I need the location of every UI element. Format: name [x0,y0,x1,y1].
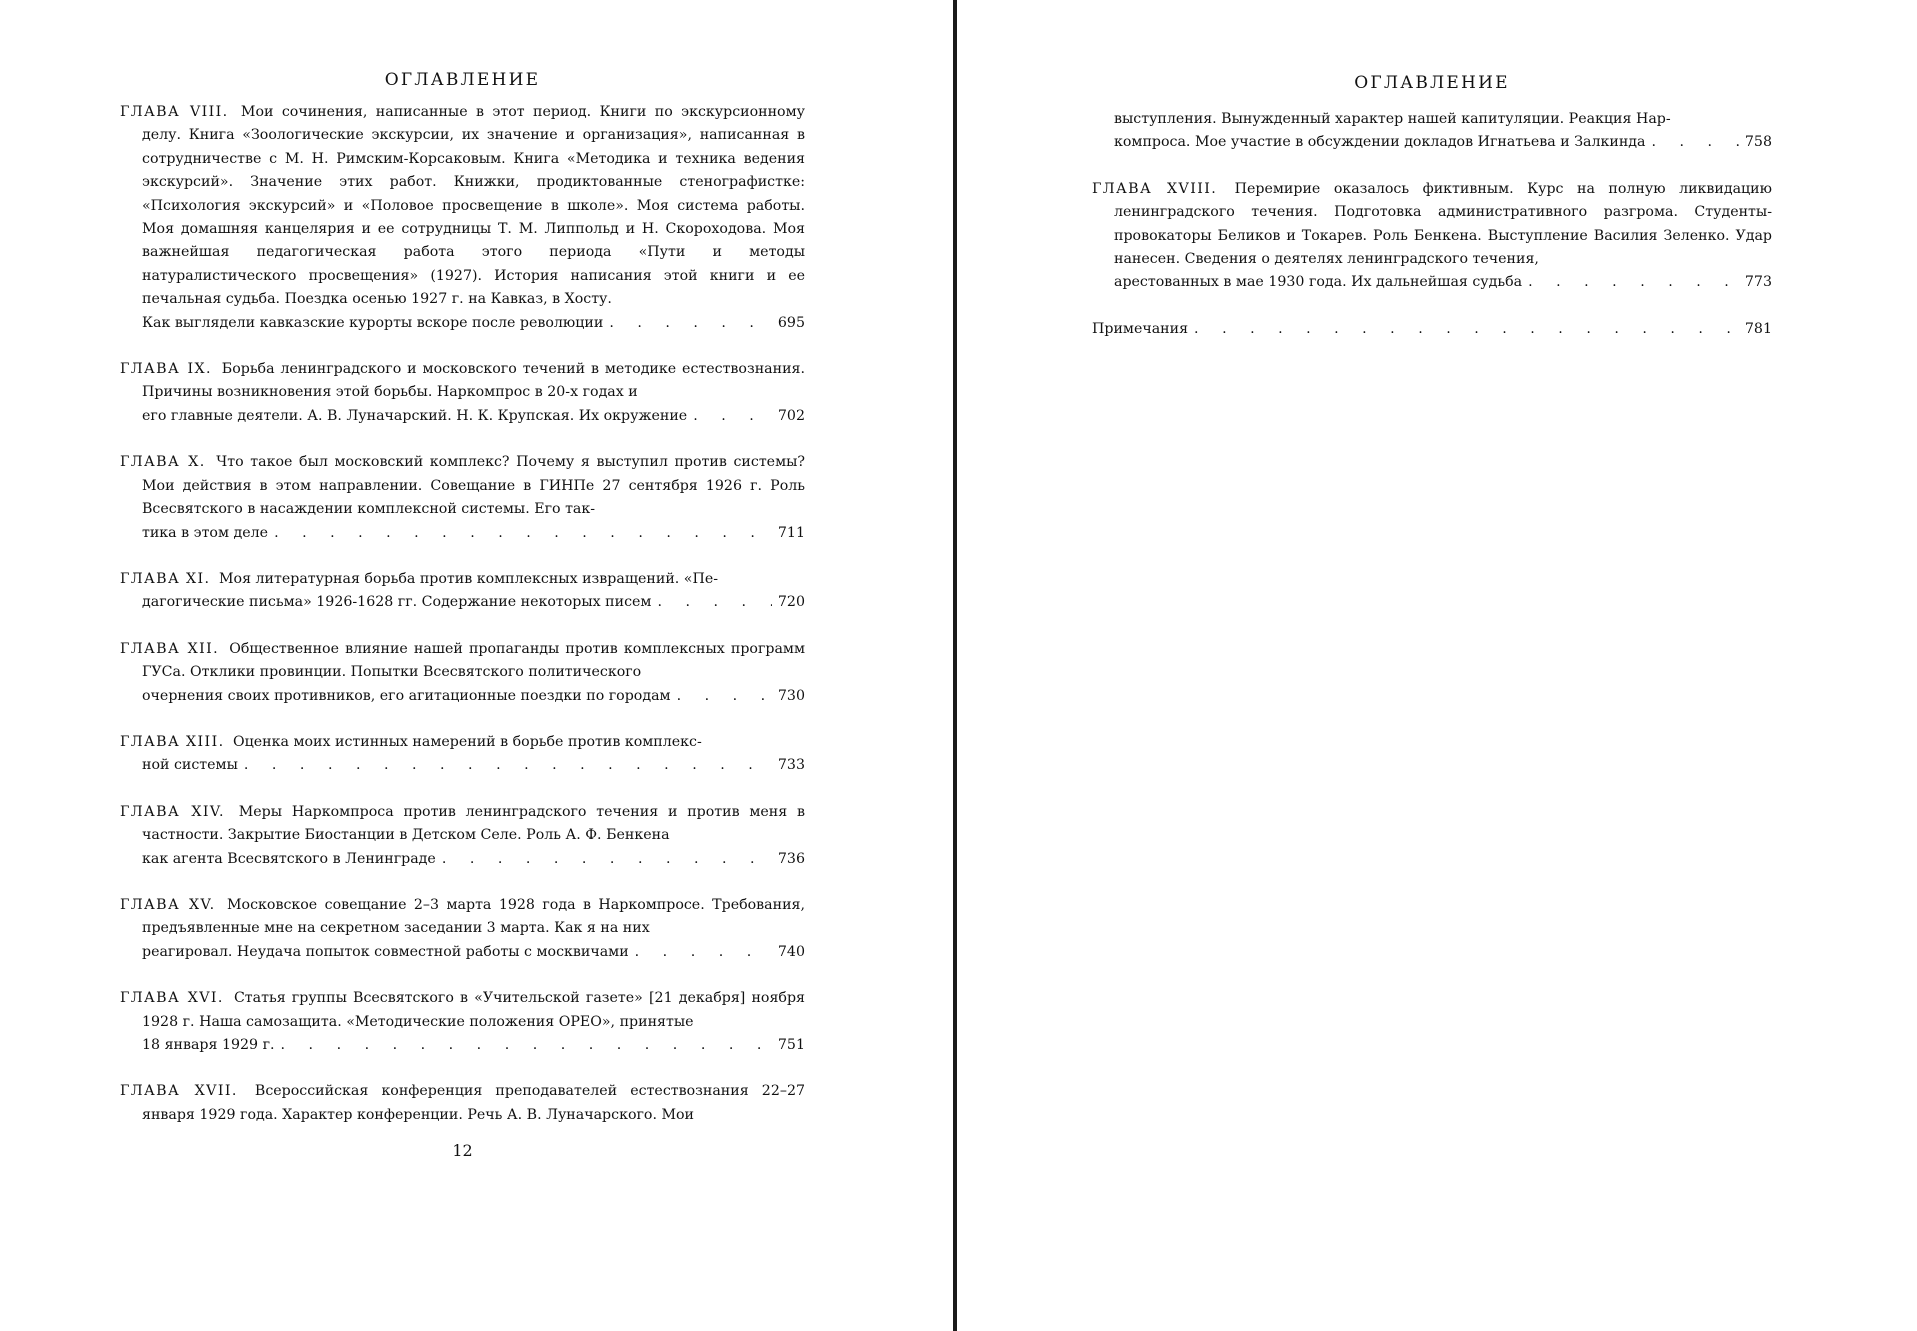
chapter-summary: Моя литературная борьба против комплексных извращений. «Пе- [219,570,719,587]
chapter-summary-last-line: очернения своих противников, его агитационные поездки по городам [142,687,671,704]
running-head: ОГЛАВЛЕНИЕ [1354,73,1510,93]
toc-entry-chapter-15[interactable] [120,894,805,964]
chapter-label: ГЛАВА X. [120,454,206,471]
notes-label: Примечания [1092,320,1189,337]
running-head: ОГЛАВЛЕНИЕ [384,70,541,90]
toc-entry-chapter-17[interactable] [120,1080,805,1127]
chapter-summary: Общественное влияние нашей пропаганды против комплексных программ ГУСа. Отклики провинции. Попытки Всесвятского политического [142,640,805,681]
chapter-summary-last-line: дагогические письма» 1926-1628 гг. Содержание некоторых писем [142,594,652,611]
toc-entry-chapter-13[interactable] [120,731,805,778]
leader-dots [274,522,772,545]
chapter-label: ГЛАВА XIII. [120,733,225,750]
leader-dots [677,685,772,708]
leader-dots [635,941,772,964]
chapter-summary: выступления. Вынужденный характер нашей капитуляции. Реакция Нар- [1114,111,1671,127]
toc-entry-chapter-8[interactable] [120,101,805,335]
page-number: 695 [777,314,805,331]
chapter-summary: Всероссийская конференция преподавателей естествознания 22–27 января 1929 года. Характер конференции. Речь А. В. Луначарского. Мои [142,1083,805,1123]
toc-list [120,101,805,1150]
chapter-label: ГЛАВА XVII. [120,1083,238,1100]
chapter-summary-last-line: как агента Всесвятского в Ленинграде [142,850,436,867]
toc-entry-chapter-11[interactable] [120,568,805,615]
leader-dots [1194,318,1739,341]
book-gutter [953,0,957,1331]
page-number: 720 [777,594,805,611]
toc-entry-chapter-16[interactable] [120,987,805,1057]
chapter-summary-last-line: его главные деятели. А. В. Луначарский. Н. К. Крупская. Их окружение [142,407,688,424]
chapter-summary-last-line: реагировал. Неудача попыток совместной работы с москвичами [142,943,629,960]
chapter-summary-last-line: 18 января 1929 г. [142,1037,275,1053]
chapter-summary-last-line: компроса. Мое участие в обсуждении докладов Игнатьева и Залкинда [1114,134,1646,151]
toc-list [1092,108,1772,364]
chapter-label: ГЛАВА XVIII. [1092,180,1218,197]
page-number: 751 [777,1037,805,1053]
chapter-summary: Перемирие оказалось фиктивным. Курс на полную ликвидацию ленинградского течения. Подготовка административного разгрома. Студенты-провокаторы Беликов и Токарев. Роль Бенкена. Выступление Василия Зеленко. Удар нанесен. Сведения о деятелях ленинградского течения, [1114,180,1772,268]
left-page [0,0,955,1331]
chapter-label: ГЛАВА XII. [120,640,220,657]
chapter-summary: Статья группы Всесвятского в «Учительской газете» [21 декабря] ноября 1928 г. Наша самозащита. «Методические положения ОРЕО», принятые [142,990,806,1030]
toc-entry-chapter-18[interactable] [1092,178,1772,295]
leader-dots [1651,131,1738,154]
leader-dots [657,591,771,614]
chapter-summary: Меры Наркомпроса против ленинградского течения и против меня в частности. Закрытие Биостанции в Детском Селе. Роль А. Ф. Бенкена [142,803,806,844]
toc-entry-notes[interactable] [1092,318,1772,341]
leader-dots [281,1034,772,1057]
leader-dots [609,312,772,335]
page-number: 733 [777,757,805,774]
chapter-summary-last-line: Как выглядели кавказские курорты вскоре после революции [142,314,604,331]
toc-entry-chapter-10[interactable] [120,451,805,545]
leader-dots [1528,271,1739,294]
page-number: 711 [777,524,805,541]
chapter-label: ГЛАВА VIII. [120,104,229,120]
chapter-summary-last-line: арестованных в мае 1930 года. Их дальнейшая судьба [1114,274,1523,291]
chapter-summary: Борьба ленинградского и московского течений в методике естествознания. Причины возникновения этой борьбы. Наркомпрос в 20-х годах и [142,361,805,401]
leader-dots [442,848,772,871]
chapter-summary: Что такое был московский комплекс? Почему я выступил против системы? Мои действия в этом направлении. Совещание в ГИНПе 27 сентября 1926 г. Роль Всесвятского в насаждении комплексной системы. Его так- [142,454,806,518]
toc-entry-chapter-17-continued[interactable] [1092,108,1772,155]
chapter-summary: Оценка моих истинных намерений в борьбе против комплекс- [233,733,702,750]
chapter-label: ГЛАВА XIV. [120,803,225,820]
page-folio: 12 [452,1141,473,1160]
toc-entry-chapter-14[interactable] [120,801,805,871]
page-number: 740 [777,943,805,960]
chapter-label: ГЛАВА XVI. [120,990,224,1007]
toc-entry-chapter-9[interactable] [120,358,805,428]
chapter-label: ГЛАВА IX. [120,361,212,378]
chapter-label: ГЛАВА XI. [120,570,211,587]
page-number: 736 [777,850,805,867]
chapter-summary-last-line: тика в этом деле [142,524,269,541]
page-number: 702 [777,407,805,424]
leader-dots [693,405,772,428]
chapter-summary: Мои сочинения, написанные в этот период. Книги по экскурсионному делу. Книга «Зоологические экскурсии, их значение и организация», написанная в сотрудничестве с М. Н. Римским-Корсаковым. Книга «Методика и техника ведения экскурсий». Значение этих работ. Книжки, продиктованные стенографистке: «Психология экскурсий» и «Половое просвещение в школе». Моя система работы. Моя домашняя канцелярия и ее сотрудницы Т. М. Липпольд и Н. Скороходова. Моя важнейшая педагогическая работа этого периода «Пути и методы натуралистического просвещения» (1927). История написания этой книги и ее печальная судьба. Поездка осенью 1927 г. на Кавказ, в Хосту. [142,104,805,308]
page-number: 758 [1744,134,1772,151]
leader-dots [244,754,772,777]
page-number: 730 [777,687,805,704]
right-page [960,0,1917,1331]
chapter-summary-last-line: ной системы [142,757,238,774]
toc-entry-chapter-12[interactable] [120,638,805,708]
page-number: 773 [1744,274,1772,291]
chapter-label: ГЛАВА XV. [120,896,216,913]
chapter-summary: Московское совещание 2–3 марта 1928 года в Наркомпросе. Требования, предъявленные мне на секретном заседании 3 марта. Как я на них [142,896,805,937]
page-number: 781 [1744,320,1772,337]
